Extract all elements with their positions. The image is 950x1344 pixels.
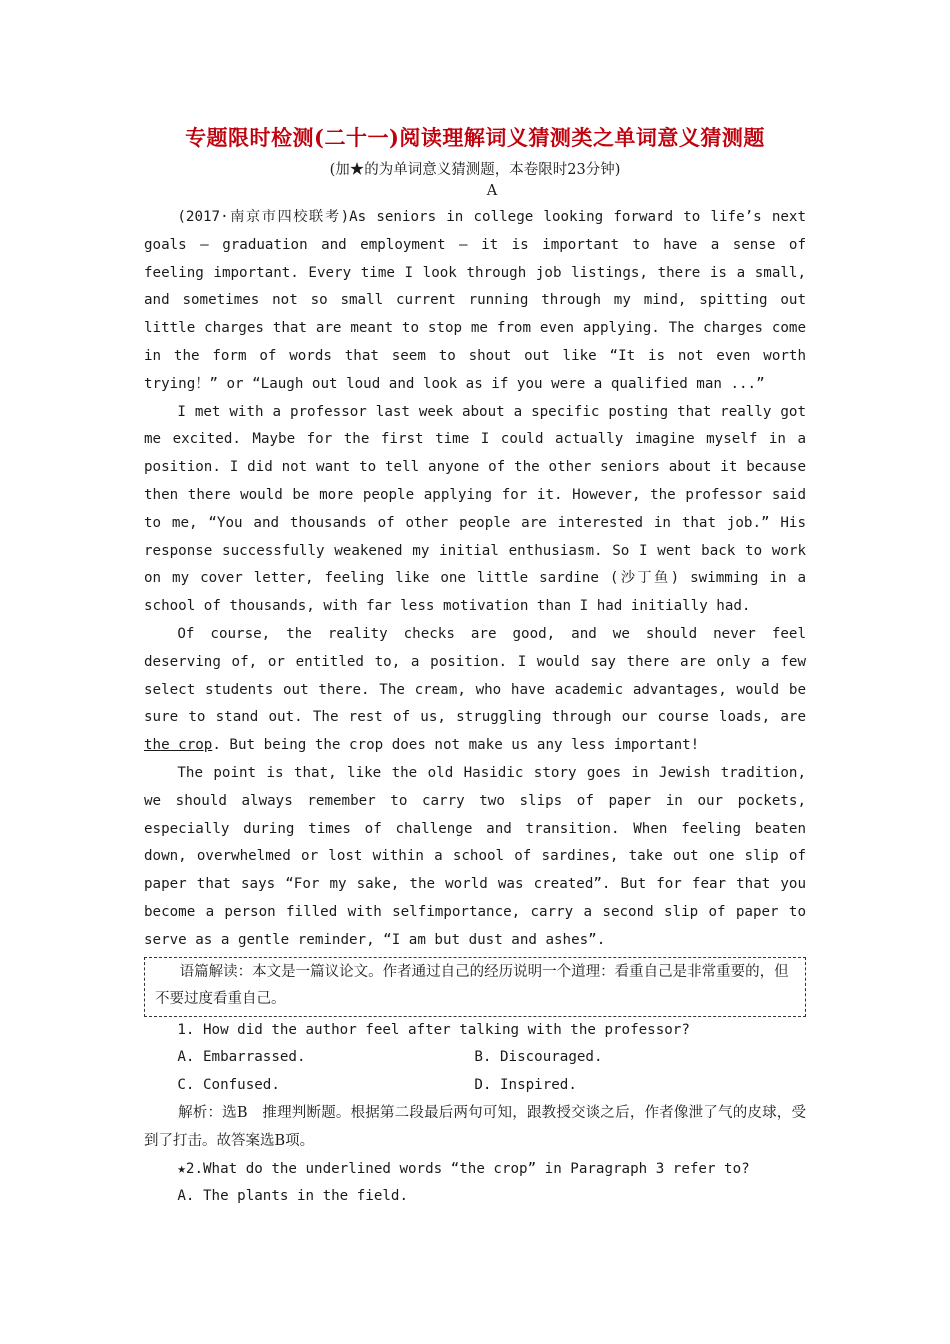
document-subtitle: (加★的为单词意义猜测题，本卷限时23分钟) bbox=[329, 162, 621, 178]
passage-paragraph-1: (2017·南京市四校联考)As seniors in college looking forward to life’s next goals — graduation and employment — it is important to have a sense of feeling important. Every time I look through job listings, there is a small, and sometimes not so small current running through my mind, spitting out little charges that are meant to stop me from even applying. The charges come in the form of words that seem to shout out like “It is not even worth trying！” or “Laugh out loud and look as if you were a qualified man ...” bbox=[144, 209, 806, 392]
question-1-option-a: A. Embarrassed. bbox=[177, 1049, 306, 1066]
question-1-option-d: D. Inspired. bbox=[474, 1077, 577, 1094]
section-label: A bbox=[486, 183, 498, 199]
document-body bbox=[144, 204, 806, 1211]
question-2-option-a: A. The plants in the field. bbox=[177, 1188, 408, 1205]
passage-paragraph-4: The point is that, like the old Hasidic story goes in Jewish tradition, we should always remember to carry two slips of paper in our pockets, especially during times of challenge and transition. When feeling beaten down, overwhelmed or lost within a school of sardines, take out one slip of paper that says “For my sake, the world was created”. But for fear that you become a person filled with selfimportance, carry a second slip of paper to serve as a gentle reminder, “I am but dust and ashes”. bbox=[144, 764, 806, 948]
passage-paragraph-3 bbox=[144, 621, 806, 760]
underlined-words: the crop bbox=[144, 737, 213, 754]
summary-box bbox=[144, 957, 806, 1017]
question-1-option-c: C. Confused. bbox=[177, 1077, 280, 1094]
question-1-options-row-2 bbox=[144, 1072, 806, 1100]
question-1-analysis: 解析：选B 推理判断题。根据第二段最后两句可知，跟教授交谈之后，作者像泄了气的皮球，受到了打击。故答案选B项。 bbox=[144, 1104, 806, 1149]
question-2-options-row-1 bbox=[144, 1183, 806, 1211]
p3-text-after: . But being the crop does not make us any less important! bbox=[212, 737, 700, 754]
question-1-stem: 1. How did the author feel after talking with the professor? bbox=[177, 1021, 690, 1038]
question-1-option-b: B. Discouraged. bbox=[474, 1049, 603, 1066]
passage-paragraph-2: I met with a professor last week about a specific posting that really got me excited. Maybe for the first time I could actually imagine myself in a position. I did not want to tell anyone of the other seniors about it because then there would be more people applying for it. However, the professor said to me, “You and thousands of other people are interested in that job.” His response successfully weakened my initial enthusiasm. So I went back to work on my cover letter, feeling like one little sardine (沙丁鱼) swimming in a school of thousands, with far less motivation than I had initially had. bbox=[144, 403, 806, 615]
p3-text-before: Of course, the reality checks are good, and we should never feel deserving of, or entitled to, a position. I would say there are only a few select students out there. The cream, who have academic advantages, would be sure to stand out. The rest of us, struggling through our course loads, are bbox=[144, 625, 806, 726]
document-title: 专题限时检测(二十一)阅读理解词义猜测类之单词意义猜测题 bbox=[185, 125, 765, 150]
question-2-stem: ★2.What do the underlined words “the crop” in Paragraph 3 refer to? bbox=[177, 1160, 750, 1177]
summary-text: 语篇解读：本文是一篇议论文。作者通过自己的经历说明一个道理：看重自己是非常重要的，但不要过度看重自己。 bbox=[155, 963, 789, 1007]
question-1-options-row-1 bbox=[144, 1044, 806, 1072]
